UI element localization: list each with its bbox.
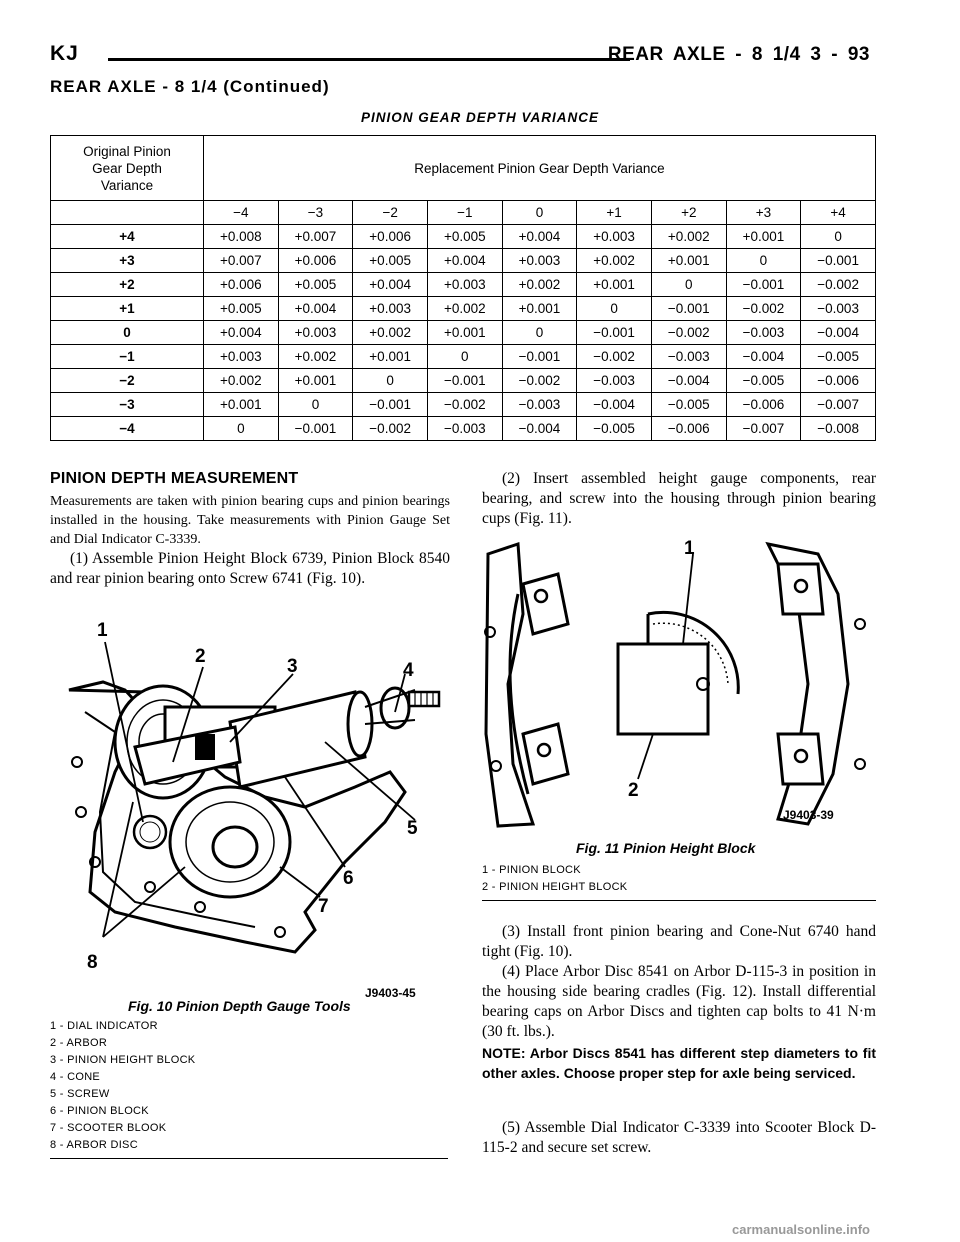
table-cell: −0.004 bbox=[726, 345, 801, 369]
step-4: (4) Place Arbor Disc 8541 on Arbor D-115-3 in position in the housing side bearing cradles (Fig. 12). Install differential bearing caps on Arbor Discs and tighten cap bolts to 41 N·m (30 ft. lbs.). bbox=[482, 963, 876, 1040]
column-header-row bbox=[51, 201, 876, 225]
table-cell: +0.002 bbox=[427, 297, 502, 321]
table-cell: +0.003 bbox=[353, 297, 428, 321]
fig10-callout: 6 bbox=[343, 868, 354, 889]
intro-paragraph: Measurements are taken with pinion bearing cups and pinion bearings installed in the housing. Take measurements with Pinion Gauge Set and Dial Indicator C-3339. bbox=[50, 494, 450, 547]
row-header: −1 bbox=[51, 345, 204, 369]
table-cell: +0.004 bbox=[427, 249, 502, 273]
table-cell: +0.002 bbox=[651, 225, 726, 249]
table-cell: +0.004 bbox=[204, 321, 279, 345]
table-cell: −0.001 bbox=[801, 249, 876, 273]
table-cell: +0.003 bbox=[577, 225, 652, 249]
note-text: NOTE: Arbor Discs 8541 has different step diameters to fit other axles. Choose proper step for axle being serviced. bbox=[482, 1045, 876, 1081]
fig11-callout: 1 bbox=[684, 538, 695, 559]
table-cell: +0.002 bbox=[353, 321, 428, 345]
table-cell: +0.007 bbox=[204, 249, 279, 273]
table-cell: −0.002 bbox=[726, 297, 801, 321]
table-row bbox=[51, 249, 876, 273]
table-row bbox=[51, 417, 876, 441]
table-cell: +0.002 bbox=[278, 345, 353, 369]
row-header: −4 bbox=[51, 417, 204, 441]
table-cell: +0.007 bbox=[278, 225, 353, 249]
table-cell: +0.001 bbox=[577, 273, 652, 297]
table-cell: +0.004 bbox=[278, 297, 353, 321]
table-cell: +0.003 bbox=[502, 249, 577, 273]
table-cell: −0.002 bbox=[353, 417, 428, 441]
table-row bbox=[51, 225, 876, 249]
table-cell: −0.003 bbox=[427, 417, 502, 441]
table-cell: +0.005 bbox=[427, 225, 502, 249]
table-cell: +0.001 bbox=[427, 321, 502, 345]
header-rule bbox=[108, 58, 630, 61]
table-cell: −0.001 bbox=[353, 393, 428, 417]
fig11-rule bbox=[482, 900, 876, 901]
table-cell: −0.004 bbox=[801, 321, 876, 345]
column-header: −2 bbox=[353, 201, 428, 225]
step-5: (5) Assemble Dial Indicator C-3339 into Scooter Block D-115-2 and secure set screw. bbox=[482, 1119, 876, 1156]
table-cell: −0.005 bbox=[726, 369, 801, 393]
table-cell: +0.002 bbox=[577, 249, 652, 273]
corner-header-line: Gear Depth bbox=[92, 160, 162, 176]
legend-item: 1 - PINION BLOCK bbox=[482, 864, 581, 876]
fig10-callout: 5 bbox=[407, 818, 418, 839]
table-cell: −0.007 bbox=[726, 417, 801, 441]
table-title: PINION GEAR DEPTH VARIANCE bbox=[360, 110, 600, 125]
table-row bbox=[51, 273, 876, 297]
table-cell: −0.002 bbox=[801, 273, 876, 297]
legend-item: 2 - PINION HEIGHT BLOCK bbox=[482, 881, 628, 893]
table-cell: −0.001 bbox=[577, 321, 652, 345]
row-header: −3 bbox=[51, 393, 204, 417]
table-cell: −0.002 bbox=[502, 369, 577, 393]
continued-title: REAR AXLE - 8 1/4 (Continued) bbox=[50, 77, 330, 96]
step-1: (1) Assemble Pinion Height Block 6739, Pinion Block 8540 and rear pinion bearing onto Screw 6741 (Fig. 10). bbox=[50, 550, 450, 587]
legend-item: 3 - PINION HEIGHT BLOCK bbox=[50, 1054, 196, 1066]
table-cell: +0.004 bbox=[353, 273, 428, 297]
row-header: +3 bbox=[51, 249, 204, 273]
column-header: −1 bbox=[427, 201, 502, 225]
table-row bbox=[51, 393, 876, 417]
table-cell: −0.004 bbox=[502, 417, 577, 441]
table-cell: −0.003 bbox=[726, 321, 801, 345]
table-cell: −0.007 bbox=[801, 393, 876, 417]
table-cell: +0.004 bbox=[502, 225, 577, 249]
fig10-callout: 8 bbox=[87, 952, 98, 973]
step-2: (2) Insert assembled height gauge components, rear bearing, and screw into the housing through pinion bearing cups (Fig. 11). bbox=[482, 470, 876, 527]
table-cell: +0.001 bbox=[204, 393, 279, 417]
table-cell: −0.003 bbox=[502, 393, 577, 417]
table-cell: +0.002 bbox=[204, 369, 279, 393]
table-cell: −0.003 bbox=[651, 345, 726, 369]
table-cell: 0 bbox=[204, 417, 279, 441]
page-header-title: REAR AXLE - 8 1/4 3 - 93 bbox=[607, 44, 870, 65]
table-cell: −0.001 bbox=[502, 345, 577, 369]
corner-header-line: Original Pinion bbox=[83, 143, 171, 159]
row-header: −2 bbox=[51, 369, 204, 393]
table-cell: −0.003 bbox=[801, 297, 876, 321]
fig10-caption: Fig. 10 Pinion Depth Gauge Tools bbox=[128, 998, 351, 1014]
variance-table bbox=[50, 135, 876, 441]
column-header: +2 bbox=[651, 201, 726, 225]
corner-header-line: Variance bbox=[100, 177, 154, 193]
page-header-code: KJ bbox=[50, 42, 79, 65]
table-cell: +0.006 bbox=[278, 249, 353, 273]
table-cell: 0 bbox=[427, 345, 502, 369]
fig10-legend bbox=[50, 1018, 195, 1154]
table-cell: 0 bbox=[502, 321, 577, 345]
table-cell: −0.005 bbox=[801, 345, 876, 369]
table-cell: +0.005 bbox=[353, 249, 428, 273]
table-cell: −0.004 bbox=[651, 369, 726, 393]
column-header: +1 bbox=[577, 201, 652, 225]
span-header: Replacement Pinion Gear Depth Variance bbox=[204, 136, 876, 201]
table-cell: −0.003 bbox=[577, 369, 652, 393]
fig10-callout: 4 bbox=[403, 660, 414, 681]
table-cell: −0.006 bbox=[726, 393, 801, 417]
legend-item: 6 - PINION BLOCK bbox=[50, 1105, 149, 1117]
fig11-part-number: J9403-39 bbox=[783, 808, 834, 822]
table-row bbox=[51, 345, 876, 369]
table-cell: +0.002 bbox=[502, 273, 577, 297]
fig10-callout: 2 bbox=[195, 646, 206, 667]
table-cell: +0.003 bbox=[204, 345, 279, 369]
row-header: +2 bbox=[51, 273, 204, 297]
legend-item: 5 - SCREW bbox=[50, 1088, 110, 1100]
table-cell: 0 bbox=[726, 249, 801, 273]
table-cell: −0.005 bbox=[651, 393, 726, 417]
column-header: +4 bbox=[801, 201, 876, 225]
row-header: +1 bbox=[51, 297, 204, 321]
table-cell: +0.001 bbox=[502, 297, 577, 321]
table-cell: −0.004 bbox=[577, 393, 652, 417]
table-cell: −0.001 bbox=[651, 297, 726, 321]
legend-item: 8 - ARBOR DISC bbox=[50, 1139, 138, 1151]
table-cell: 0 bbox=[801, 225, 876, 249]
table-cell: +0.008 bbox=[204, 225, 279, 249]
table-cell: −0.001 bbox=[726, 273, 801, 297]
table-cell: +0.005 bbox=[204, 297, 279, 321]
fig11-illustration bbox=[478, 534, 876, 832]
step-3: (3) Install front pinion bearing and Cone-Nut 6740 hand tight (Fig. 10). bbox=[482, 923, 876, 960]
footer-watermark: carmanualsonline.info bbox=[732, 1222, 870, 1237]
fig10-illustration bbox=[55, 612, 450, 1010]
table-cell: −0.005 bbox=[577, 417, 652, 441]
legend-item: 7 - SCOOTER BLOOK bbox=[50, 1122, 167, 1134]
legend-item: 1 - DIAL INDICATOR bbox=[50, 1020, 158, 1032]
row-header: 0 bbox=[51, 321, 204, 345]
column-header: 0 bbox=[502, 201, 577, 225]
row-header: +4 bbox=[51, 225, 204, 249]
table-cell: 0 bbox=[353, 369, 428, 393]
table-header-row bbox=[51, 136, 876, 201]
fig11-callout: 2 bbox=[628, 780, 639, 801]
table-cell: −0.002 bbox=[651, 321, 726, 345]
table-cell: +0.003 bbox=[278, 321, 353, 345]
table-cell: +0.001 bbox=[278, 369, 353, 393]
legend-item: 4 - CONE bbox=[50, 1071, 101, 1083]
column-header: +3 bbox=[726, 201, 801, 225]
section-heading: PINION DEPTH MEASUREMENT bbox=[50, 470, 299, 487]
table-cell: −0.006 bbox=[801, 369, 876, 393]
legend-item: 2 - ARBOR bbox=[50, 1037, 108, 1049]
column-header: −3 bbox=[278, 201, 353, 225]
column-header: −4 bbox=[204, 201, 279, 225]
table-cell: +0.001 bbox=[651, 249, 726, 273]
table-cell: 0 bbox=[651, 273, 726, 297]
table-cell: −0.001 bbox=[278, 417, 353, 441]
table-cell: 0 bbox=[577, 297, 652, 321]
fig10-callout: 7 bbox=[318, 896, 329, 917]
fig10-rule bbox=[50, 1158, 448, 1159]
table-cell: +0.006 bbox=[353, 225, 428, 249]
table-cell: +0.006 bbox=[204, 273, 279, 297]
table-cell: +0.001 bbox=[726, 225, 801, 249]
fig10-part-number: J9403-45 bbox=[365, 986, 416, 1000]
table-cell: 0 bbox=[278, 393, 353, 417]
table-row bbox=[51, 297, 876, 321]
table-cell: −0.006 bbox=[651, 417, 726, 441]
table-row bbox=[51, 321, 876, 345]
table-row bbox=[51, 369, 876, 393]
corner-header bbox=[51, 136, 204, 201]
fig11-caption: Fig. 11 Pinion Height Block bbox=[576, 840, 756, 856]
table-cell: −0.001 bbox=[427, 369, 502, 393]
fig10-callout: 3 bbox=[287, 656, 298, 677]
table-cell: −0.002 bbox=[427, 393, 502, 417]
table-cell: −0.002 bbox=[577, 345, 652, 369]
table-cell: +0.003 bbox=[427, 273, 502, 297]
table-cell: −0.008 bbox=[801, 417, 876, 441]
fig10-callout: 1 bbox=[97, 620, 108, 641]
blank-cell bbox=[51, 201, 204, 225]
table-cell: +0.005 bbox=[278, 273, 353, 297]
fig11-legend bbox=[482, 862, 627, 896]
table-cell: +0.001 bbox=[353, 345, 428, 369]
